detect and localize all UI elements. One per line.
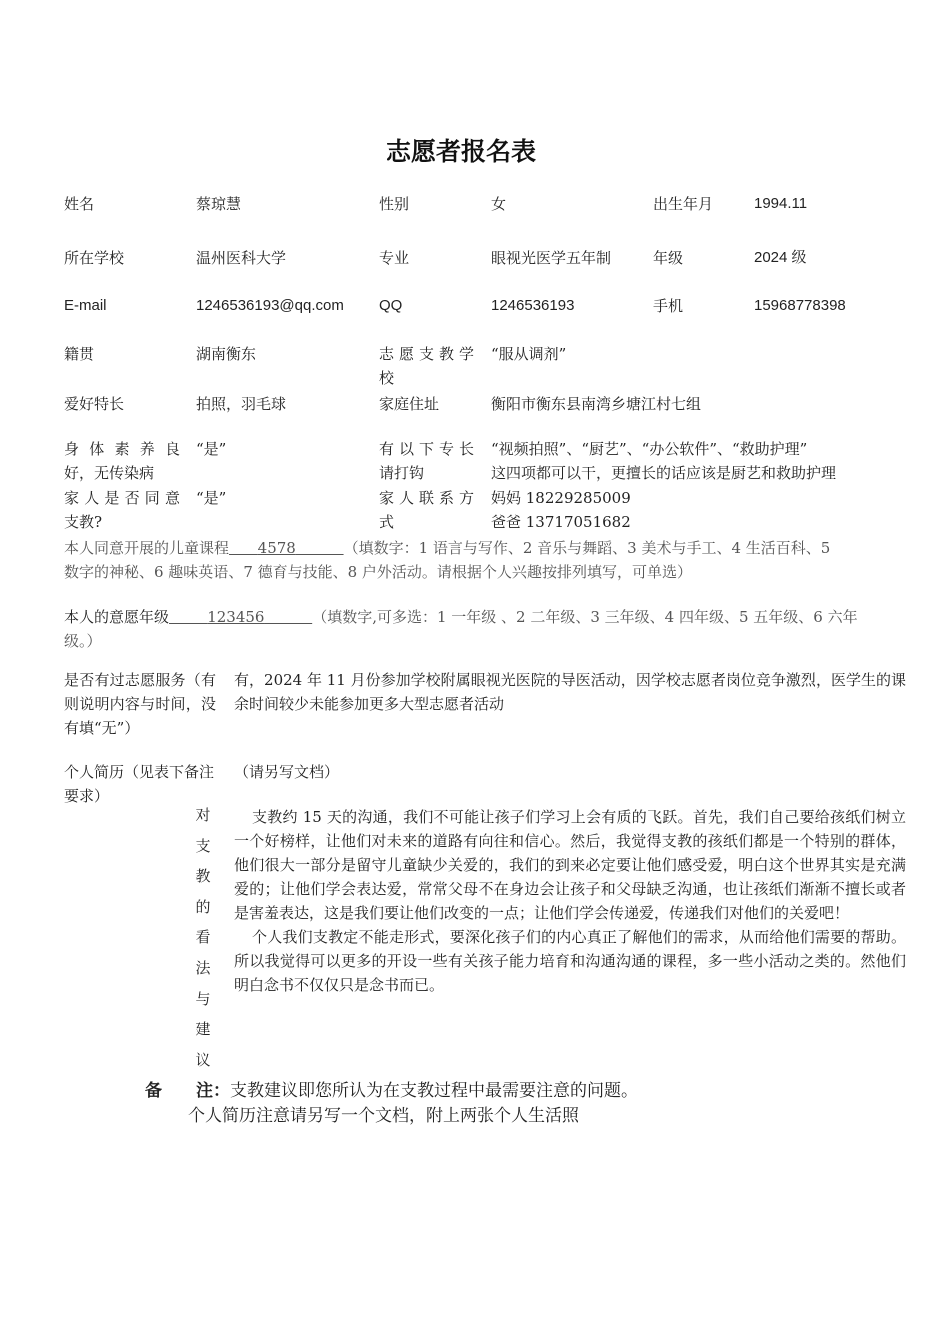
mom-contact: 妈妈 18229285009 (491, 489, 631, 507)
page-title: 志愿者报名表 (385, 137, 536, 166)
school-value: 温州医科大学 (196, 249, 287, 267)
school-label: 所在学校 (64, 249, 125, 267)
gender-value: 女 (491, 195, 507, 213)
major-label: 专业 (379, 249, 410, 267)
course-desc-line2: 数字的神秘、6 趣味英语、7 德育与技能、8 户外活动。请根据个人兴趣按排列填写，可单选） (64, 563, 692, 581)
grade-pref-value: 123456 (207, 608, 265, 626)
family-agree-label-line2: 支教? (64, 513, 103, 531)
major-value: 眼视光医学五年制 (491, 249, 612, 267)
note-text-1: 支教建议即您所认为在支教过程中最需要注意的问题。 (230, 1081, 638, 1101)
opinion-label-char: 建 (195, 1020, 211, 1039)
grade-pref-line (64, 605, 858, 629)
skills-value-line2: 这四项都可以干，更擅长的话应该是厨艺和救助护理 (491, 464, 837, 482)
skills-label-line2: 请打钩 (379, 464, 425, 482)
grade-pref-desc-line1: （填数字,可多选：1 一年级 、2 二年级、3 三年级、4 四年级、5 五年级、6 六年 (312, 608, 858, 626)
qq-value: 1246536193 (491, 297, 575, 314)
name-value: 蔡琼慧 (196, 195, 242, 213)
opinion-label-char: 与 (195, 989, 211, 1008)
opinion-essay (234, 805, 906, 997)
service-label: 是否有过志愿服务（有则说明内容与时间，没有填“无”） (64, 671, 216, 737)
origin-value: 湖南衡东 (196, 345, 257, 363)
skills-value-line1: “视频拍照”、“厨艺”、“办公软件”、“救助护理” (491, 440, 808, 458)
course-prefix: 本人同意开展的儿童课程 (64, 539, 230, 557)
grade-pref-desc-line2: 级。） (64, 632, 102, 650)
note-label: 备 注： (145, 1081, 230, 1101)
address-value: 衡阳市衡东县南湾乡塘江村七组 (491, 395, 702, 413)
hobby-label: 爱好特长 (64, 395, 125, 413)
opinion-label-char: 教 (195, 867, 211, 886)
birth-value: 1994.11 (754, 195, 808, 212)
health-label-line2: 好，无传染病 (64, 464, 155, 482)
phone-value: 15968778398 (754, 297, 846, 314)
opinion-label-char: 法 (195, 958, 211, 977)
health-value: “是” (196, 440, 227, 458)
opinion-label-char: 支 (195, 836, 211, 855)
origin-label: 籍贯 (64, 345, 95, 363)
family-contact-label-line2: 式 (379, 513, 395, 531)
resume-label: 个人简历（见表下备注要求） (64, 763, 215, 805)
name-label: 姓名 (64, 195, 95, 213)
birth-label: 出生年月 (653, 195, 714, 213)
health-label-line1: 身体素养良 (64, 440, 180, 458)
grade-pref-prefix: 本人的意愿年级 (64, 608, 170, 626)
address-label: 家庭住址 (379, 395, 440, 413)
email-value: 1246536193@qq.com (196, 297, 344, 314)
course-value: 4578 (257, 539, 296, 557)
opinion-label-char: 的 (195, 897, 211, 916)
note-text-2: 个人简历注意请另写一个文档，附上两张个人生活照 (188, 1106, 579, 1126)
opinion-paragraph-1: 支教约 15 天的沟通，我们不可能让孩子们学习上会有质的飞跃。首先，我们自己要给孩纸们树立一个好榜样，让他们对未来的道路有向往和信心。然后，我觉得支教的孩纸们都是一个特别的群体，他们很大一部分是留守儿童缺少关爱的，我们的到来必定要让他们感受爱，明白这个世界其实是充满爱的；让他们学会表达爱，常常父母不在身边会让孩子和父母缺乏沟通，也让孩纸们渐渐不擅长或者是害羞表达，这是我们要让他们改变的一点；让他们学会传递爱，传递我们对他们的关爱吧！ (234, 808, 906, 922)
family-agree-label-line1: 家人是否同意 (64, 489, 180, 507)
opinion-label-char: 对 (195, 806, 211, 824)
target-school-value: “服从调剂” (491, 345, 567, 363)
course-line (64, 536, 830, 560)
opinion-paragraph-2: 个人我们支教定不能走形式，要深化孩子们的内心真正了解他们的需求，从而给他们需要的帮助。所以我觉得可以更多的开设一些有关孩子能力培育和沟通沟通的课程，多一些小活动之类的。然他们明白念书不仅仅只是念书而已。 (234, 928, 906, 994)
skills-label-line1: 有以下专长 (379, 440, 474, 458)
service-value: 有，2024 年 11 月份参加学校附属眼视光医院的导医活动，因学校志愿者岗位竞争激烈，医学生的课余时间较少未能参加更多大型志愿者活动 (234, 671, 906, 713)
resume-value: （请另写文档） (234, 763, 340, 781)
opinion-label-char: 议 (195, 1050, 211, 1069)
target-school-label-line1: 志愿支教学 (379, 345, 474, 363)
course-desc-line1: （填数字：1 语言与写作、2 音乐与舞蹈、3 美术与手工、4 生活百科、5 (343, 539, 831, 557)
qq-label: QQ (379, 297, 403, 314)
gender-label: 性别 (379, 195, 410, 213)
family-agree-value: “是” (196, 489, 227, 507)
phone-label: 手机 (653, 297, 684, 315)
note-line-1 (145, 1078, 638, 1104)
opinion-label-char: 看 (195, 928, 211, 947)
family-contact-label-line1: 家人联系方 (379, 489, 474, 507)
grade-label: 年级 (653, 249, 684, 267)
grade-value: 2024 级 (754, 249, 807, 266)
hobby-value: 拍照，羽毛球 (196, 395, 287, 413)
dad-contact: 爸爸 13717051682 (491, 513, 631, 531)
opinion-label (193, 800, 213, 1075)
email-label: E-mail (64, 297, 107, 314)
target-school-label-line2: 校 (379, 369, 395, 387)
